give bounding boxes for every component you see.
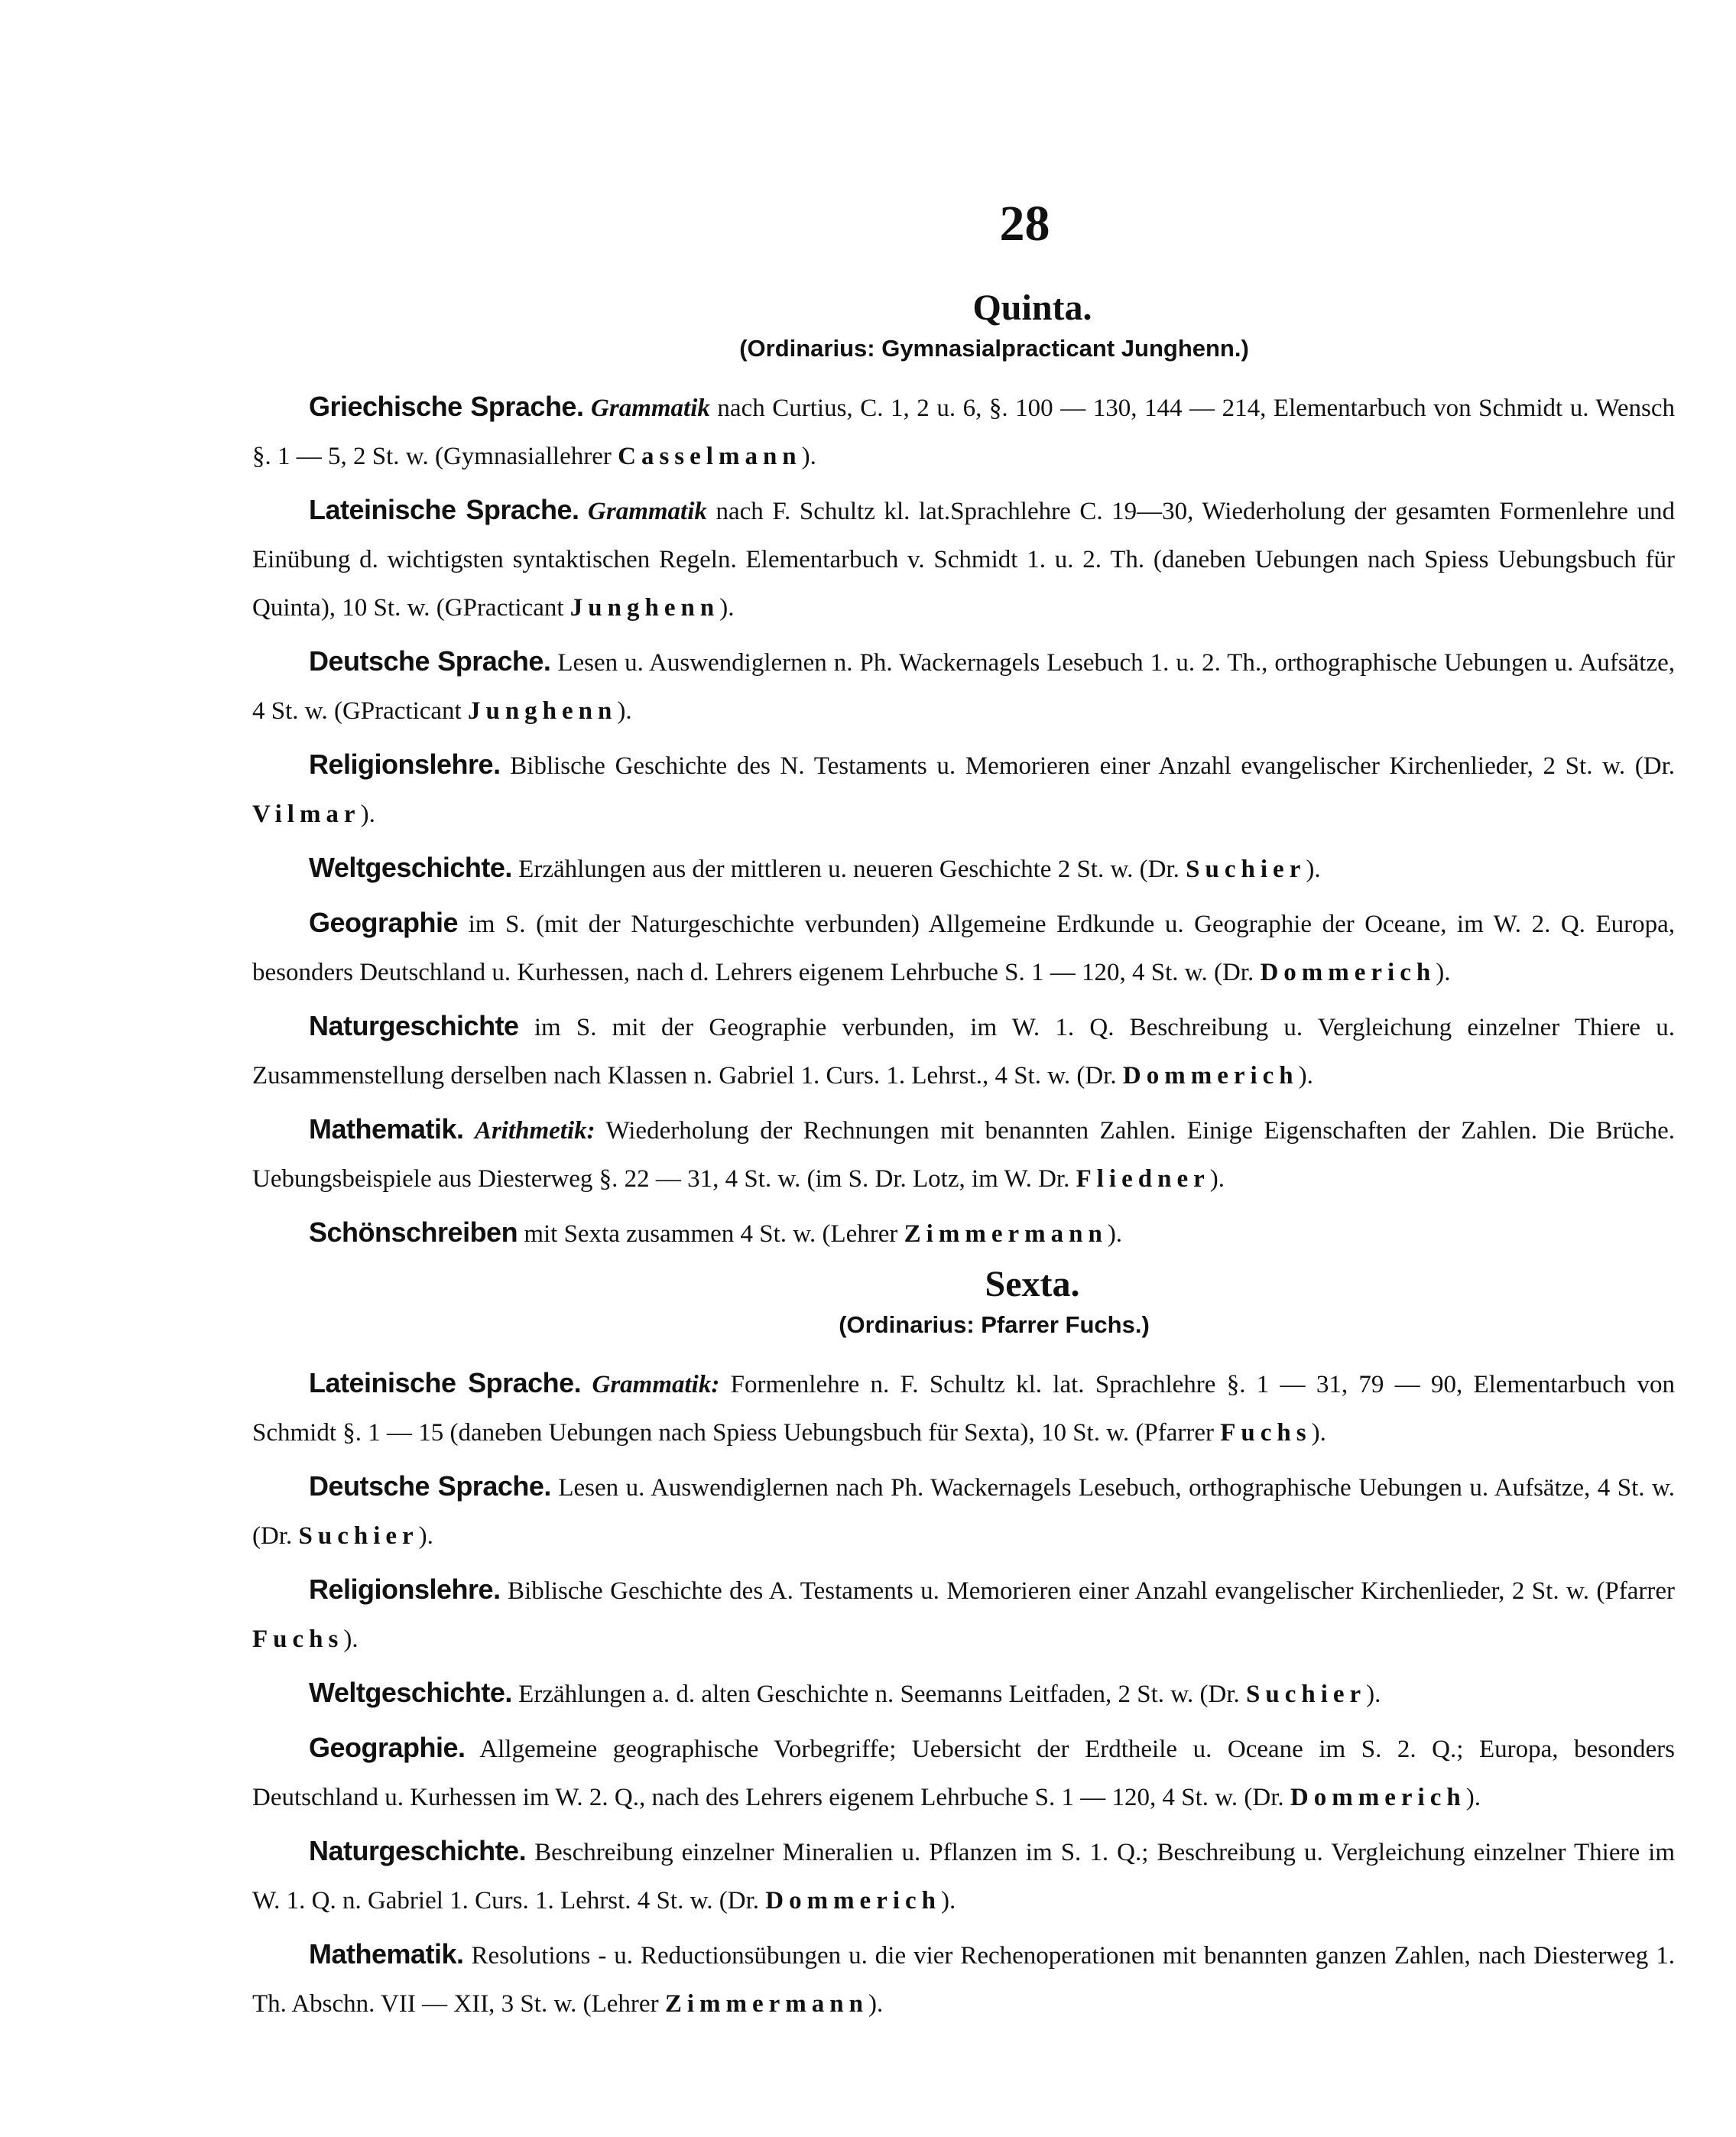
subject-entry: [252, 1565, 1675, 1664]
section-ordinarius: (Ordinarius: Gymnasialpracticant Junghenn.): [739, 335, 1249, 362]
subject-entry: [252, 637, 1675, 736]
teacher-name: Dommerich: [1290, 1784, 1466, 1811]
subject-name: Geographie: [309, 907, 459, 938]
entry-tail: ).: [343, 1625, 359, 1653]
subject-description: Resolutions - u. Reductionsübungen u. die vier Rechenoperationen mit benannten ganzen Zahlen, nach Diesterweg 1. Th. Abschn. VII — XII, 3 St. w. (Lehrer: [252, 1942, 1675, 2018]
subject-description: Allgemeine geographische Vorbegriffe; Uebersicht der Erdtheile u. Oceane im S. 2. Q.; Europa, besonders Deutschland u. Kurhessen im W. 2. Q., nach des Lehrers eigenem Lehrbuche S. 1 — 120, 4 St. w. (Dr.: [252, 1736, 1675, 1811]
entry-tail: ).: [868, 1990, 884, 2018]
subject-description: Beschreibung einzelner Mineralien u. Pflanzen im S. 1. Q.; Beschreibung u. Vergleichung einzelner Thiere im W. 1. Q. n. Gabriel 1. Curs. 1. Lehrst. 4 St. w. (Dr.: [252, 1839, 1676, 1915]
subject-description: mit Sexta zusammen 4 St. w. (Lehrer: [524, 1220, 898, 1248]
entry-tail: ).: [418, 1522, 433, 1550]
teacher-name: Vilmar: [252, 801, 361, 828]
teacher-name: Dommerich: [1122, 1062, 1299, 1090]
subject-description: Erzählungen aus der mittleren u. neueren Geschichte 2 St. w. (Dr.: [518, 856, 1180, 883]
teacher-name: Zimmermann: [904, 1220, 1108, 1248]
entry-tail: ).: [1465, 1784, 1481, 1811]
subject-entry: [252, 1208, 1675, 1258]
subject-name: Schönschreiben: [309, 1216, 518, 1248]
teacher-name: Suchier: [298, 1522, 419, 1550]
subject-entry: [252, 898, 1675, 997]
teacher-name: Zimmermann: [664, 1990, 868, 2018]
entry-tail: ).: [1366, 1681, 1381, 1708]
teacher-name: Suchier: [1245, 1681, 1367, 1708]
subject-name: Mathematik.: [309, 1113, 464, 1145]
subject-entry: [252, 486, 1675, 632]
entry-tail: ).: [1306, 856, 1321, 883]
page-number: 28: [999, 196, 1050, 252]
teacher-name: Junghenn: [569, 594, 720, 622]
subject-entry: [252, 1827, 1675, 1925]
subject-description: Biblische Geschichte des A. Testaments u. Memorieren einer Anzahl evangelischer Kirchenlieder, 2 St. w. (Pfarrer: [508, 1577, 1676, 1605]
section-ordinarius: (Ordinarius: Pfarrer Fuchs.): [839, 1311, 1150, 1338]
subject-description: im S. mit der Geographie verbunden, im W. 1. Q. Beschreibung u. Vergleichung einzelner Thiere u. Zusammenstellung derselben nach Klassen n. Gabriel 1. Curs. 1. Lehrst., 4 St. w. (Dr.: [252, 1014, 1675, 1090]
subject-description: Lesen u. Auswendiglernen n. Ph. Wackernagels Lesebuch 1. u. 2. Th., orthographische Uebungen u. Aufsätze, 4 St. w. (GPracticant: [252, 649, 1676, 725]
subject-name: Lateinische Sprache.: [309, 494, 579, 525]
section-heading: Sexta.: [985, 1264, 1080, 1304]
teacher-name: Casselmann: [618, 443, 802, 470]
entry-tail: ).: [360, 801, 375, 828]
subject-name: Deutsche Sprache.: [309, 645, 551, 677]
teacher-name: Fliedner: [1076, 1165, 1210, 1193]
entry-tail: ).: [1107, 1220, 1123, 1248]
subject-topic: Grammatik: [588, 498, 707, 525]
subject-description: nach Curtius, C. 1, 2 u. 6, §. 100 — 130, 144 — 214, Elementarbuch von Schmidt u. Wensch §. 1 — 5, 2 St. w. (Gymnasiallehrer: [252, 395, 1676, 470]
entry-tail: ).: [617, 697, 632, 725]
subject-name: Religionslehre.: [309, 1574, 501, 1605]
subject-entry: [252, 1930, 1675, 2028]
subject-name: Naturgeschichte: [309, 1010, 519, 1041]
subject-topic: Grammatik: [591, 395, 710, 422]
entry-tail: ).: [1298, 1062, 1313, 1090]
subject-name: Naturgeschichte.: [309, 1835, 527, 1866]
entry-tail: ).: [801, 443, 816, 470]
subject-name: Lateinische Sprache.: [309, 1367, 582, 1398]
subject-description: Formenlehre n. F. Schultz kl. lat. Sprachlehre §. 1 — 31, 79 — 90, Elementarbuch von Schmidt §. 1 — 15 (daneben Uebungen nach Spiess Uebungsbuch für Sexta), 10 St. w. (Pfarrer: [252, 1371, 1676, 1447]
subject-description: Lesen u. Auswendiglernen nach Ph. Wackernagels Lesebuch, orthographische Uebungen u. Aufsätze, 4 St. w. (Dr.: [252, 1474, 1675, 1550]
subject-description: im S. (mit der Naturgeschichte verbunden) Allgemeine Erdkunde u. Geographie der Oceane, im W. 2. Q. Europa, besonders Deutschland u. Kurhessen, nach d. Lehrers eigenem Lehrbuche S. 1 — 120, 4 St. w. (Dr.: [252, 911, 1675, 986]
entry-tail: ).: [1209, 1165, 1225, 1193]
teacher-name: Junghenn: [467, 697, 618, 725]
teacher-name: Fuchs: [252, 1625, 344, 1653]
subject-description: Wiederholung der Rechnungen mit benannten Zahlen. Einige Eigenschaften der Zahlen. Die Brüche. Uebungsbeispiele aus Diesterweg §. 22 — 31, 4 St. w. (im S. Dr. Lotz, im W. Dr.: [252, 1117, 1675, 1193]
subject-topic: Grammatik:: [592, 1371, 720, 1398]
section-heading: Quinta.: [972, 287, 1092, 328]
entry-tail: ).: [719, 594, 735, 622]
subject-name: Weltgeschichte.: [309, 1677, 512, 1708]
subject-name: Religionslehre.: [309, 749, 501, 780]
entry-tail: ).: [1436, 959, 1451, 986]
subject-name: Geographie.: [309, 1732, 466, 1763]
subject-topic: Arithmetik:: [474, 1117, 595, 1145]
teacher-name: Fuchs: [1220, 1419, 1312, 1447]
subject-name: Griechische Sprache.: [309, 391, 584, 422]
subject-description: Biblische Geschichte des N. Testaments u. Memorieren einer Anzahl evangelischer Kirchenlieder, 2 St. w. (Dr.: [510, 752, 1676, 780]
teacher-name: Dommerich: [765, 1887, 942, 1915]
subject-entry: [252, 1462, 1675, 1561]
sections-container: [252, 287, 1675, 2028]
subject-entry: [252, 1105, 1675, 1203]
subject-name: Deutsche Sprache.: [309, 1470, 551, 1502]
subject-entry: [252, 740, 1675, 839]
subject-name: Weltgeschichte.: [309, 852, 512, 883]
teacher-name: Suchier: [1186, 856, 1306, 883]
subject-description: Erzählungen a. d. alten Geschichte n. Seemanns Leitfaden, 2 St. w. (Dr.: [518, 1681, 1240, 1708]
entry-tail: ).: [1311, 1419, 1326, 1447]
subject-entry: [252, 382, 1675, 481]
subject-description: nach F. Schultz kl. lat.Sprachlehre C. 19—30, Wiederholung der gesamten Formenlehre und Einübung d. wichtigsten syntaktischen Regeln. Elementarbuch v. Schmidt 1. u. 2. Th. (daneben Uebungen nach Spiess Uebungsbuch für Quinta), 10 St. w. (GPracticant: [252, 498, 1675, 622]
entry-tail: ).: [941, 1887, 956, 1915]
subject-name: Mathematik.: [309, 1938, 464, 1970]
subject-entry: [252, 1668, 1675, 1719]
subject-entry: [252, 1723, 1675, 1822]
subject-entry: [252, 1359, 1675, 1457]
subject-entry: [252, 1002, 1675, 1100]
teacher-name: Dommerich: [1260, 959, 1436, 986]
subject-entry: [252, 843, 1675, 894]
